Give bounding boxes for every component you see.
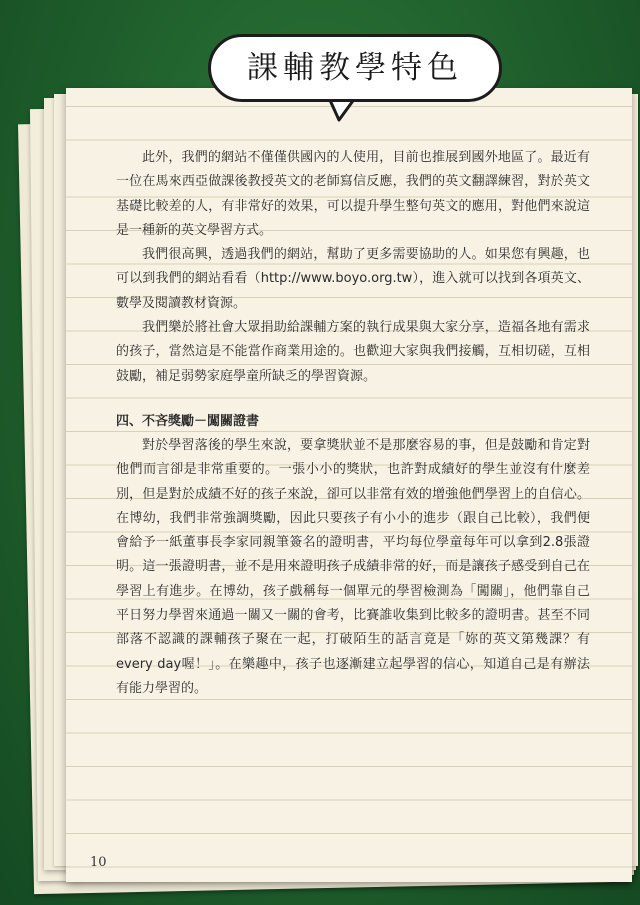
- section-heading: 四、不吝獎勵－闖關證書: [116, 413, 260, 429]
- notebook-page: [66, 88, 632, 882]
- paragraph-3: 我們樂於將社會大眾捐助給課輔方案的執行成果與大家分享，造福各地有需求的孩子，當然這是不能當作商業用途的。也歡迎大家與我們接觸，互相切磋，互相鼓勵，補足弱勢家庭學童所缺乏的學習資源。: [116, 320, 590, 384]
- page-number: 10: [90, 855, 107, 870]
- section-body: 對於學習落後的學生來說，要拿獎狀並不是那麼容易的事，但是鼓勵和肯定對他們而言卻是非常重要的。一張小小的獎狀，也許對成績好的學生並沒有什麼差別，但是對於成績不好的孩子來說，卻可以非常有效的增強他們學習上的自信心。在博幼，我們非常強調獎勵，因此只要孩子有小小的進步（跟自己比較），我們便會給予一紙董事長李家同親筆簽名的證明書，平均每位學童每年可以拿到2.8張證明。這一張證明書，並不是用來證明孩子成績非常的好，而是讓孩子感受到自己在學習上有進步。在博幼，孩子戲稱每一個單元的學習檢測為「闖關」，他們靠自己平日努力學習來通過一關又一關的會考，比賽誰收集到比較多的證明書。甚至不同部落不認識的課輔孩子聚在一起，打破陌生的話言竟是「妳的英文第幾課？有every day喔！」。在樂趣中，孩子也逐漸建立起學習的信心，知道自己是有辦法有能力學習的。: [116, 437, 590, 696]
- title-speech-bubble: [208, 34, 502, 102]
- paragraph-1: 此外，我們的網站不僅僅供國內的人使用，目前也推展到國外地區了。最近有一位在馬來西亞做課後教授英文的老師寫信反應，我們的英文翻譯練習，對於英文基礎比較差的人，有非常好的效果，可以提升學生整句英文的應用，對他們來說這是一種新的英文學習方式。: [116, 150, 590, 238]
- page-content: [116, 146, 590, 701]
- paragraph-2: 我們很高興，透過我們的網站，幫助了更多需要協助的人。如果您有興趣，也可以到我們的網站看看（http://www.boyo.org.tw），進入就可以找到各項英文、數學及閱讀教材資源。: [116, 247, 590, 311]
- page-title: 課輔教學特色: [247, 50, 463, 86]
